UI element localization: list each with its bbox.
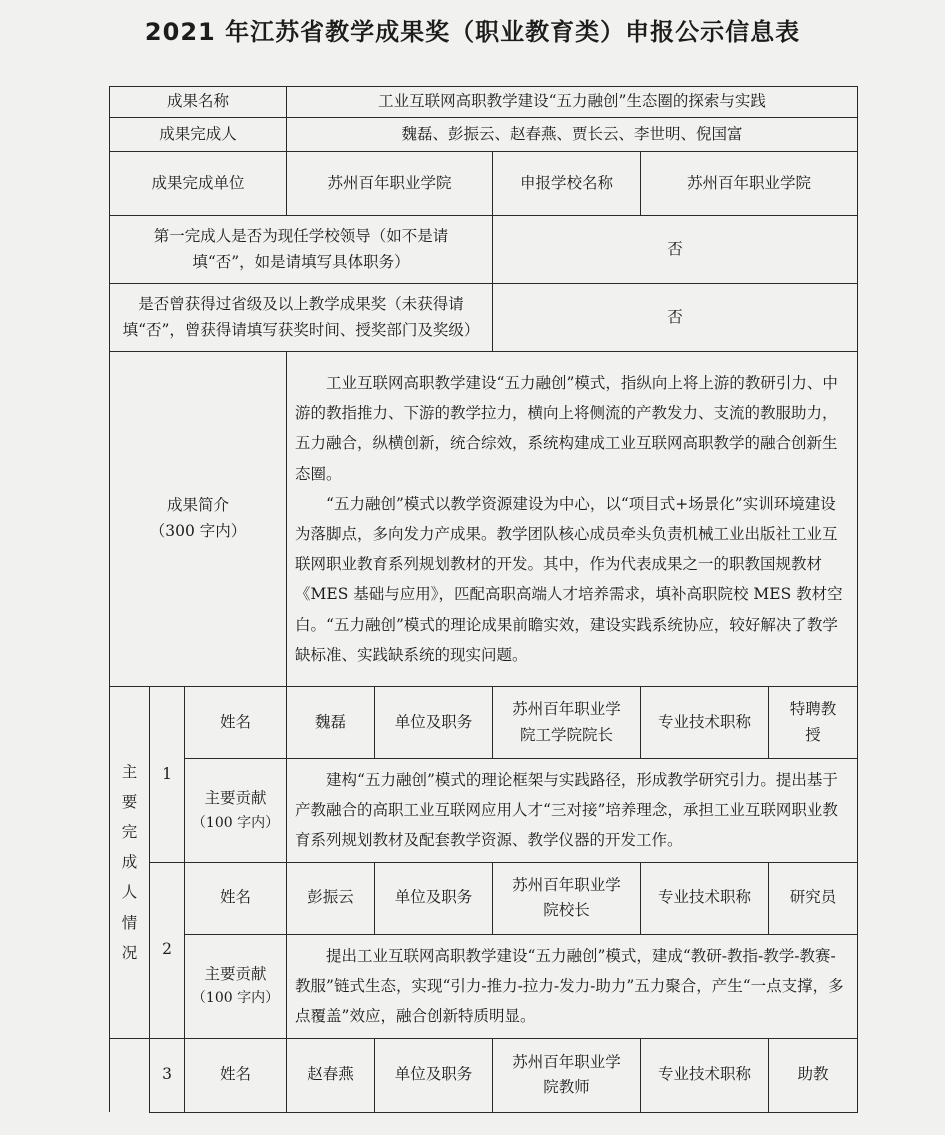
leader-answer: 否: [493, 216, 858, 284]
member-2-contribution-text: 提出工业互联网高职教学建设“五力融创”模式，建成“教研-教指-教学-教赛-教服”链式生态，实现“引力-推力-拉力-发力-助力”五力聚合，产生“一点支撑，多点覆盖”效应，融合创新特质明显。: [295, 946, 844, 1026]
member-2-number: 2: [150, 862, 185, 1038]
leader-question: 第一完成人是否为现任学校领导（如不是请填“否”，如是请填写具体职务）: [110, 216, 493, 284]
achievement-persons-value: 魏磊、彭振云、赵春燕、贾长云、李世明、倪国富: [287, 118, 858, 152]
achievement-name-value: 工业互联网高职教学建设“五力融创”生态圈的探索与实践: [287, 87, 858, 118]
summary-label-cell: [110, 352, 287, 687]
achievement-name-label: 成果名称: [110, 87, 287, 118]
member-2-title-label: 专业技术职称: [641, 862, 769, 934]
award-question: 是否曾获得过省级及以上教学成果奖（未获得请填“否”，曾获得请填写获奖时间、授奖部门及奖级）: [110, 284, 493, 352]
member-1-contribution-note: （100 字内）: [191, 814, 280, 831]
member-2-contribution-label-cell: [185, 934, 287, 1038]
member-2-contribution-label: 主要贡献: [204, 964, 267, 983]
member-3-title-label: 专业技术职称: [641, 1038, 769, 1112]
summary-paragraph-1: 工业互联网高职教学建设“五力融创”模式，指纵向上将上游的教研引力、中游的教指推力、下游的教学拉力，横向上将侧流的产教发力、支流的教服助力，五力融合，纵横创新，统合综效，系统构建成工业互联网高职教学的融合创新生态圈。: [295, 373, 838, 483]
page-title: 2021 年江苏省教学成果奖（职业教育类）申报公示信息表: [144, 18, 801, 46]
member-1-title: 特聘教授: [769, 687, 858, 759]
summary-note: （300 字内）: [149, 522, 247, 540]
member-2-unit: 苏州百年职业学院校长: [493, 862, 641, 934]
member-1-title-label: 专业技术职称: [641, 687, 769, 759]
member-1-contribution-label-cell: [185, 759, 287, 863]
declaration-form-table: [109, 86, 858, 1113]
achievement-persons-label: 成果完成人: [110, 118, 287, 152]
members-section-continuation: [110, 1038, 150, 1112]
member-1-contribution: [287, 759, 858, 863]
summary-label: 成果简介: [167, 496, 230, 515]
member-3-number: 3: [150, 1038, 185, 1112]
member-3-unit-label: 单位及职务: [375, 1038, 493, 1112]
member-1-contribution-label: 主要贡献: [204, 789, 267, 807]
summary-paragraph-2: “五力融创”模式以教学资源建设为中心，以“项目式+场景化”实训环境建设为落脚点，多向发力产成果。教学团队核心成员牵头负责机械工业出版社工业互联网职业教育系列规划教材的开发。其中，作为代表成果之一的职教国规教材《MES 基础与应用》，匹配高职高端人才培养需求，填补高职院校 MES 教材空白。“五力融创”模式的理论成果前瞻实效，建设实践系统协应，较好解决了教学缺标准、实践缺系统的现实问题。: [295, 494, 843, 664]
members-section-label: 主要完成人情况: [121, 762, 138, 962]
members-section-label-cell: [110, 687, 150, 1039]
member-2-title: 研究员: [769, 862, 858, 934]
member-1-contribution-text: 建构“五力融创”模式的理论框架与实践路径，形成教学研究引力。提出基于产教融合的高职工业互联网应用人才“三对接”培养理念，承担工业互联网职业教育系列规划教材及配套教学资源、教学仪器的开发工作。: [295, 771, 838, 850]
achievement-unit-label: 成果完成单位: [110, 152, 287, 216]
achievement-unit-value: 苏州百年职业学院: [287, 152, 493, 216]
school-name-value: 苏州百年职业学院: [641, 152, 858, 216]
member-2-unit-label: 单位及职务: [375, 862, 493, 934]
member-1-number: 1: [150, 687, 185, 863]
member-3-title: 助教: [769, 1038, 858, 1112]
member-3-name-label: 姓名: [185, 1038, 287, 1112]
member-2-name-label: 姓名: [185, 862, 287, 934]
member-1-name-label: 姓名: [185, 687, 287, 759]
member-3-name: 赵春燕: [287, 1038, 375, 1112]
member-1-unit: 苏州百年职业学院工学院院长: [493, 687, 641, 759]
summary-content: [287, 352, 858, 687]
member-2-contribution: [287, 934, 858, 1038]
school-name-label: 申报学校名称: [493, 152, 641, 216]
member-2-name: 彭振云: [287, 862, 375, 934]
member-1-unit-label: 单位及职务: [375, 687, 493, 759]
award-answer: 否: [493, 284, 858, 352]
member-3-unit: 苏州百年职业学院教师: [493, 1038, 641, 1112]
member-2-contribution-note: （100 字内）: [191, 990, 280, 1007]
member-1-name: 魏磊: [287, 687, 375, 759]
